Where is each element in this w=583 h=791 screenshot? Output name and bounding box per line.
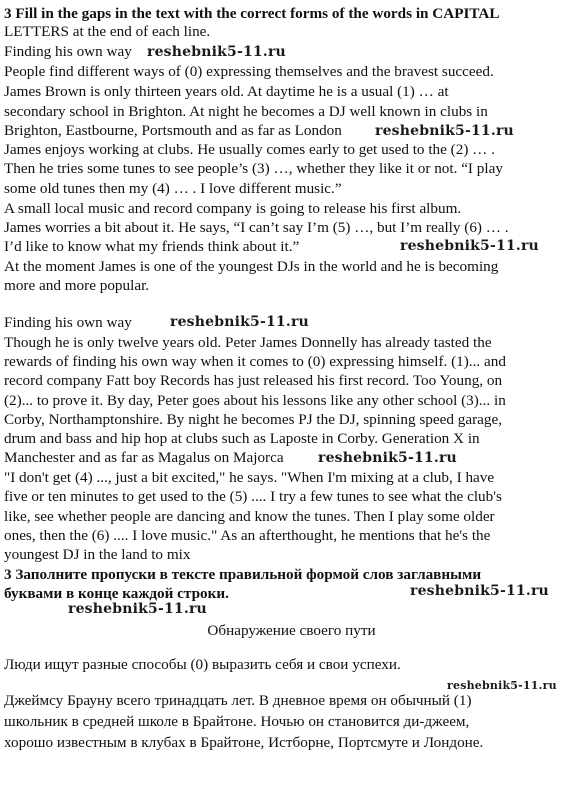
watermark: reshebnik5-11.ru bbox=[375, 123, 514, 139]
text2-line: ones, then the (6) .... I love music." As an afterthought, he mentions that he's the bbox=[4, 527, 491, 544]
watermark: reshebnik5-11.ru bbox=[410, 583, 549, 599]
text1-line: I’d like to know what my friends think about it.” bbox=[4, 238, 300, 255]
text2-line: five or ten minutes to get used to the (5) .... I try a few tunes to see what the club's bbox=[4, 488, 502, 505]
text2-line: "I don't get (4) ..., just a bit excited," he says. "When I'm mixing at a club, I have bbox=[4, 469, 495, 486]
text1-line: James Brown is only thirteen years old. At daytime he is a usual (1) … at bbox=[4, 83, 449, 100]
text1-line: some old tunes then my (4) … . I love different music.” bbox=[4, 180, 342, 197]
text1-line: James enjoys working at clubs. He usually comes early to get used to the (2) … . bbox=[4, 141, 495, 158]
ru-title: Обнаружение своего пути bbox=[207, 622, 376, 639]
text1-line: A small local music and record company is going to release his first album. bbox=[4, 200, 462, 217]
watermark: reshebnik5-11.ru bbox=[68, 601, 207, 617]
task-heading-line-1: 3 Fill in the gaps in the text with the correct forms of the words in CAPITAL bbox=[4, 5, 500, 22]
text2-line: drum and bass and hip hop at clubs such as Laposte in Corby. Generation X in bbox=[4, 430, 480, 447]
watermark: reshebnik5-11.ru bbox=[447, 679, 557, 692]
watermark: reshebnik5-11.ru bbox=[400, 238, 539, 254]
text1-line: People find different ways of (0) expressing themselves and the bravest succeed. bbox=[4, 63, 494, 80]
text2-line: record company Fatt boy Records has just released his first record. Too Young, on bbox=[4, 372, 503, 389]
text1-line: James worries a bit about it. He says, “I can’t say I’m (5) …, but I’m really (6) … . bbox=[4, 219, 509, 236]
ru-task-heading-line-2: буквами в конце каждой строки. bbox=[4, 585, 229, 602]
ru-paragraph-2-line: Джеймсу Брауну всего тринадцать лет. В дневное время он обычный (1) bbox=[4, 692, 472, 709]
text1-line: more and more popular. bbox=[4, 277, 150, 294]
text2-line: Corby, Northamptonshire. By night he becomes PJ the DJ, spinning speed garage, bbox=[4, 411, 503, 428]
text2-line: Manchester and as far as Magalus on Majorca bbox=[4, 449, 284, 466]
task-heading-line-2: LETTERS at the end of each line. bbox=[4, 23, 211, 40]
ru-paragraph-2-line: хорошо известным в клубах в Брайтоне, Истборне, Портсмуте и Лондоне. bbox=[4, 734, 484, 751]
text1-line: At the moment James is one of the youngest DJs in the world and he is becoming bbox=[4, 258, 499, 275]
text2-line: rewards of finding his own way when it comes to (0) expressing himself. (1)... and bbox=[4, 353, 506, 370]
text2-line: like, see whether people are dancing and know the tunes. Then I play some older bbox=[4, 508, 495, 525]
ru-task-heading-line-1: 3 Заполните пропуски в тексте правильной формой слов заглавными bbox=[4, 566, 482, 583]
text1-line: Then he tries some tunes to see people’s (3) …, whether they like it or not. “I play bbox=[4, 160, 503, 177]
text2-title: Finding his own way bbox=[4, 314, 132, 331]
text1-line: Brighton, Eastbourne, Portsmouth and as far as London bbox=[4, 122, 342, 139]
text2-line: Though he is only twelve years old. Peter James Donnelly has already tasted the bbox=[4, 334, 492, 351]
text2-line: (2)... to prove it. By day, Peter goes about his lessons like any other school (3)... in bbox=[4, 392, 506, 409]
ru-paragraph-1: Люди ищут разные способы (0) выразить себя и свои успехи. bbox=[4, 656, 401, 673]
ru-paragraph-2-line: школьник в средней школе в Брайтоне. Ночью он становится ди-джеем, bbox=[4, 713, 470, 730]
watermark: reshebnik5-11.ru bbox=[147, 44, 286, 60]
text1-line: secondary school in Brighton. At night he becomes a DJ well known in clubs in bbox=[4, 103, 488, 120]
text1-title: Finding his own way bbox=[4, 43, 132, 60]
watermark: reshebnik5-11.ru bbox=[318, 450, 457, 466]
watermark: reshebnik5-11.ru bbox=[170, 314, 309, 330]
text2-line: youngest DJ in the land to mix bbox=[4, 546, 191, 563]
